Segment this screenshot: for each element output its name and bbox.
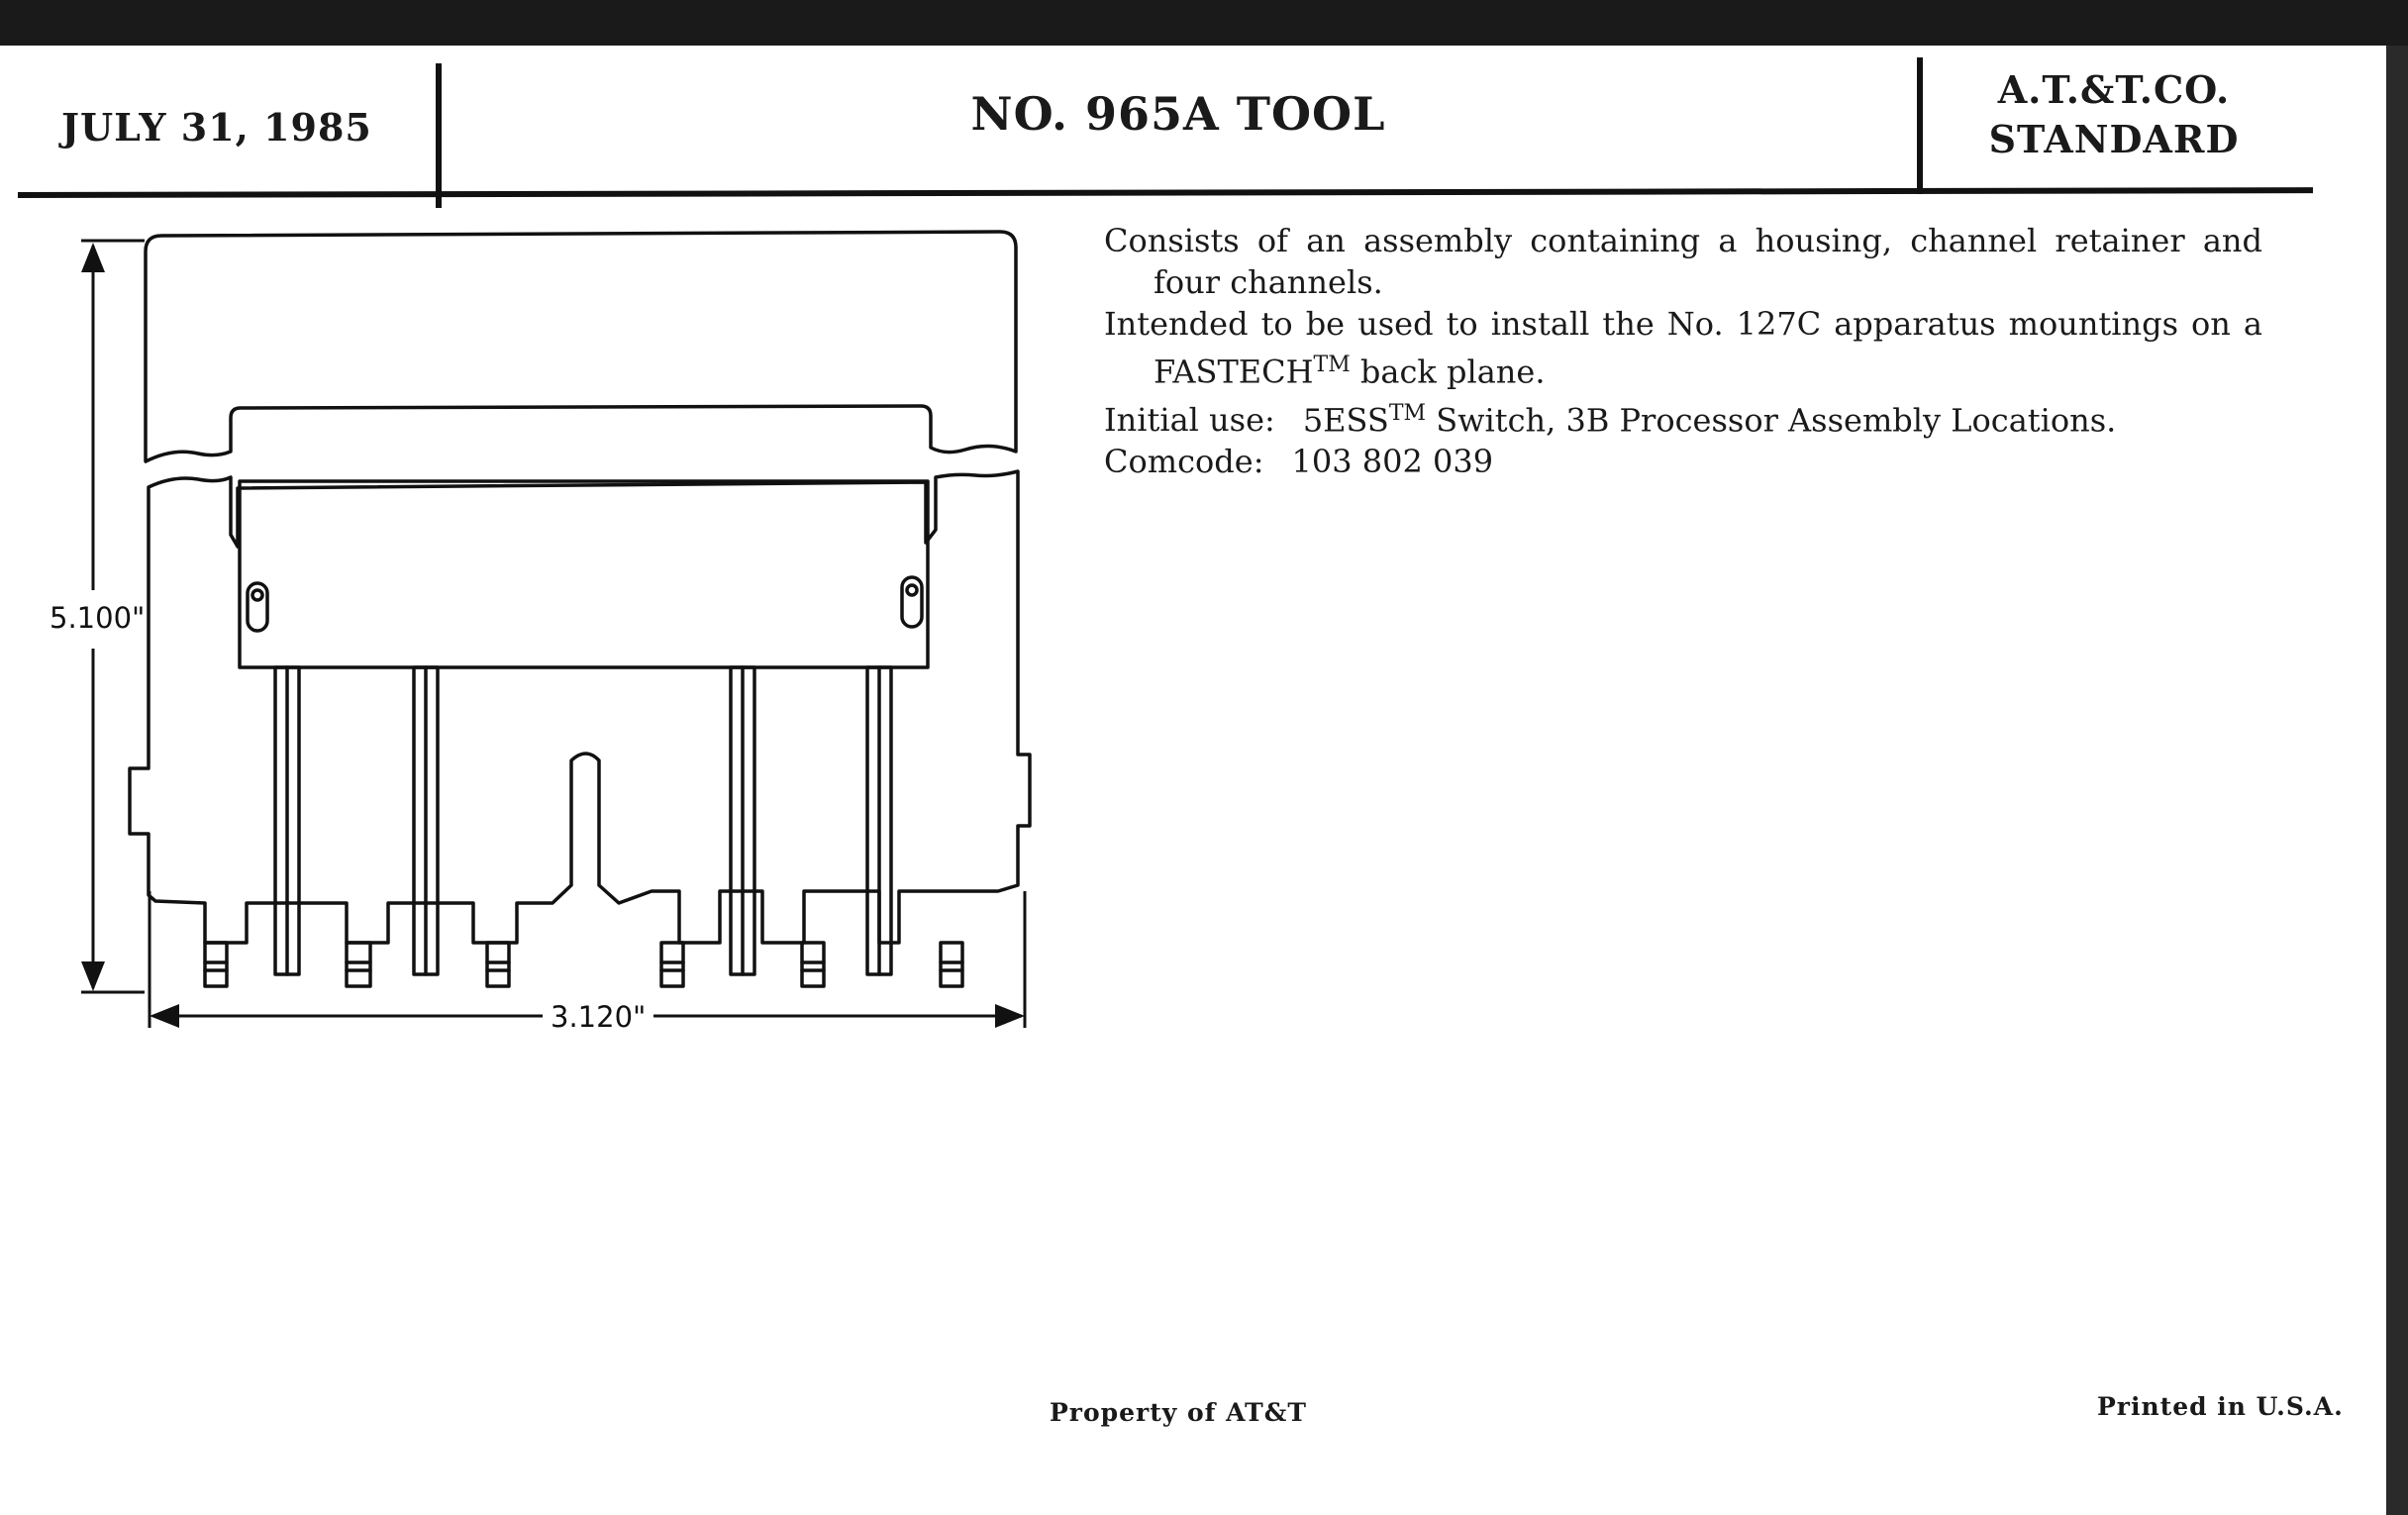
scan-edge [2386, 46, 2408, 1515]
description-intended: Intended to be used to install the No. 127C apparatus mountings on a FASTECH™ back plane. [1104, 305, 2262, 391]
footer-property: Property of AT&T [1050, 1398, 1307, 1427]
description-block [1104, 220, 2262, 482]
comcode-label: Comcode: [1104, 443, 1264, 481]
initial-use-label: Initial use: [1104, 401, 1275, 440]
housing-foot [661, 943, 683, 986]
description-consists: Consists of an assembly containing a housing, channel retainer and four channels. [1104, 222, 2262, 301]
comcode-value: 103 802 039 [1291, 443, 1494, 481]
standard-line-1: A.T.&T.CO. [1997, 67, 2231, 112]
housing-foot [347, 943, 370, 986]
housing-lower [130, 471, 1030, 943]
housing-upper [146, 232, 1016, 461]
header-divider-right [1917, 57, 1923, 194]
trademark-mark: TM [1313, 353, 1351, 377]
height-dimension-label: 5.100" [50, 601, 146, 635]
document-title: NO. 965A TOOL [970, 87, 1386, 141]
trademark-mark: TM [1388, 400, 1427, 426]
housing-foot [487, 943, 509, 986]
issue-date: JULY 31, 1985 [61, 105, 372, 150]
channel-retainer [240, 481, 928, 667]
housing-foot [941, 943, 962, 986]
housing-foot [802, 943, 824, 986]
screw-left [252, 590, 262, 600]
description-initial-use: Initial use: 5ESS™ Switch, 3B Processor Assembly Locations. [1104, 400, 2117, 440]
description-comcode [1104, 441, 2262, 482]
standard-label [1941, 65, 2287, 164]
housing-foot [205, 943, 227, 986]
tool-drawing [0, 0, 1069, 1089]
standard-line-2: STANDARD [1988, 117, 2240, 161]
width-dimension-label: 3.120" [551, 1000, 647, 1034]
screw-right [907, 585, 917, 595]
footer-printed: Printed in U.S.A. [2097, 1392, 2344, 1421]
